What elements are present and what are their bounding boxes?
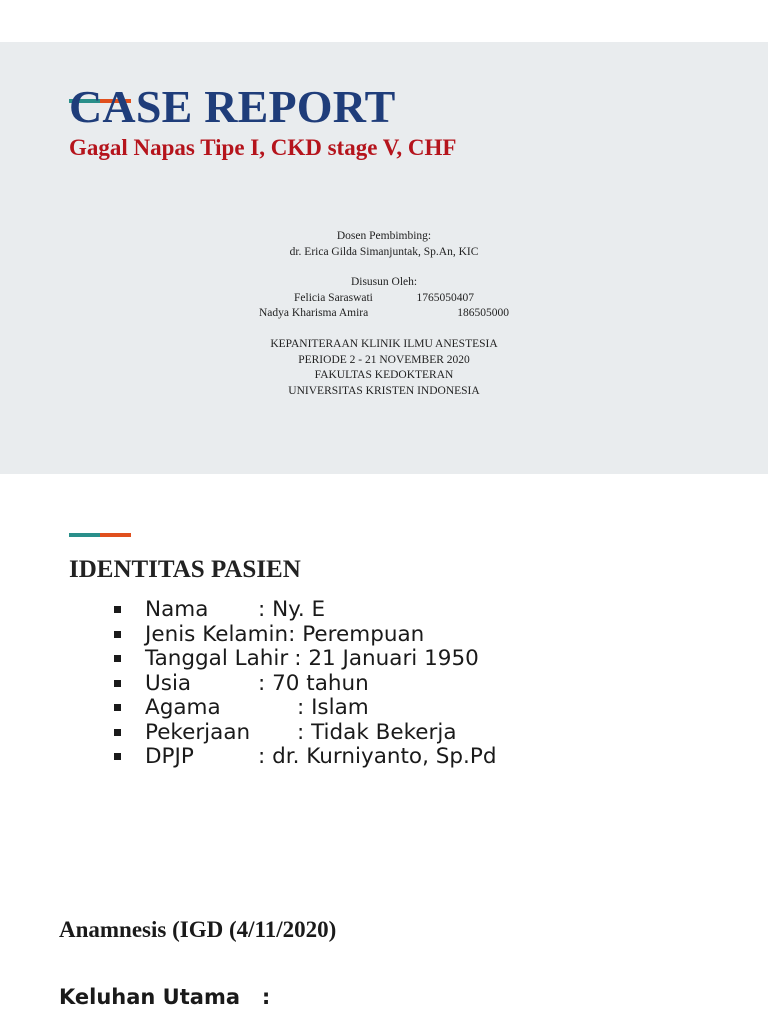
field-label: Nama — [145, 597, 209, 622]
list-item — [110, 721, 497, 746]
keluhan-utama-label: Keluhan Utama : — [59, 985, 271, 1009]
advisor-name: dr. Erica Gilda Simanjuntak, Sp.An, KIC — [289, 245, 479, 258]
field-label: Tanggal Lahir — [145, 646, 289, 671]
author-id: 1765050407 — [416, 291, 474, 304]
field-label: Jenis Kelamin — [145, 621, 289, 647]
list-item — [110, 672, 497, 697]
institution-line: UNIVERSITAS KRISTEN INDONESIA — [288, 384, 480, 397]
author-row — [0, 306, 768, 322]
square-bullet-icon — [114, 606, 121, 613]
field-label: DPJP — [145, 744, 194, 769]
institution-line: FAKULTAS KEDOKTERAN — [314, 369, 454, 381]
field-label: Usia — [145, 670, 192, 696]
field-value: : Perempuan — [288, 621, 425, 647]
accent-teal-segment — [69, 533, 100, 537]
field-value: : Tidak Bekerja — [297, 719, 457, 745]
field-label: Agama — [145, 695, 221, 720]
list-item — [110, 696, 497, 721]
field-value: : 21 Januari 1950 — [294, 646, 479, 671]
square-bullet-icon — [114, 753, 121, 760]
list-item — [110, 623, 497, 648]
institution-line: KEPANITERAAN KLINIK ILMU ANESTESIA — [270, 338, 498, 350]
square-bullet-icon — [114, 704, 121, 711]
patient-identity-list — [110, 598, 497, 770]
square-bullet-icon — [114, 680, 121, 687]
author-id: 186505000 — [457, 307, 509, 319]
square-bullet-icon — [114, 729, 121, 736]
field-value: : Islam — [297, 695, 369, 720]
field-value: : Ny. E — [258, 597, 326, 622]
square-bullet-icon — [114, 631, 121, 638]
case-report-title: CASE REPORT — [69, 81, 396, 132]
list-item — [110, 745, 497, 770]
square-bullet-icon — [114, 655, 121, 662]
section-accent-bar — [69, 533, 131, 537]
accent-orange-segment — [100, 533, 131, 537]
institution-line: PERIODE 2 - 21 NOVEMBER 2020 — [298, 353, 470, 366]
field-value: : dr. Kurniyanto, Sp.Pd — [258, 744, 497, 769]
list-item — [110, 647, 497, 672]
case-report-subtitle: Gagal Napas Tipe I, CKD stage V, CHF — [69, 135, 457, 160]
list-item — [110, 598, 497, 623]
field-value: : 70 tahun — [258, 670, 369, 696]
authors-block — [0, 275, 768, 322]
author-name: Felicia Saraswati — [294, 291, 373, 304]
author-row — [0, 291, 768, 307]
authors-label: Disusun Oleh: — [350, 276, 418, 288]
identitas-pasien-title: IDENTITAS PASIEN — [69, 556, 301, 583]
author-name: Nadya Kharisma Amira — [259, 307, 369, 319]
anamnesis-heading: Anamnesis (IGD (4/11/2020) — [59, 917, 337, 942]
field-label: Pekerjaan — [145, 719, 251, 745]
advisor-label: Dosen Pembimbing: — [336, 230, 432, 242]
institution-block — [0, 337, 768, 399]
advisor-block — [0, 229, 768, 260]
